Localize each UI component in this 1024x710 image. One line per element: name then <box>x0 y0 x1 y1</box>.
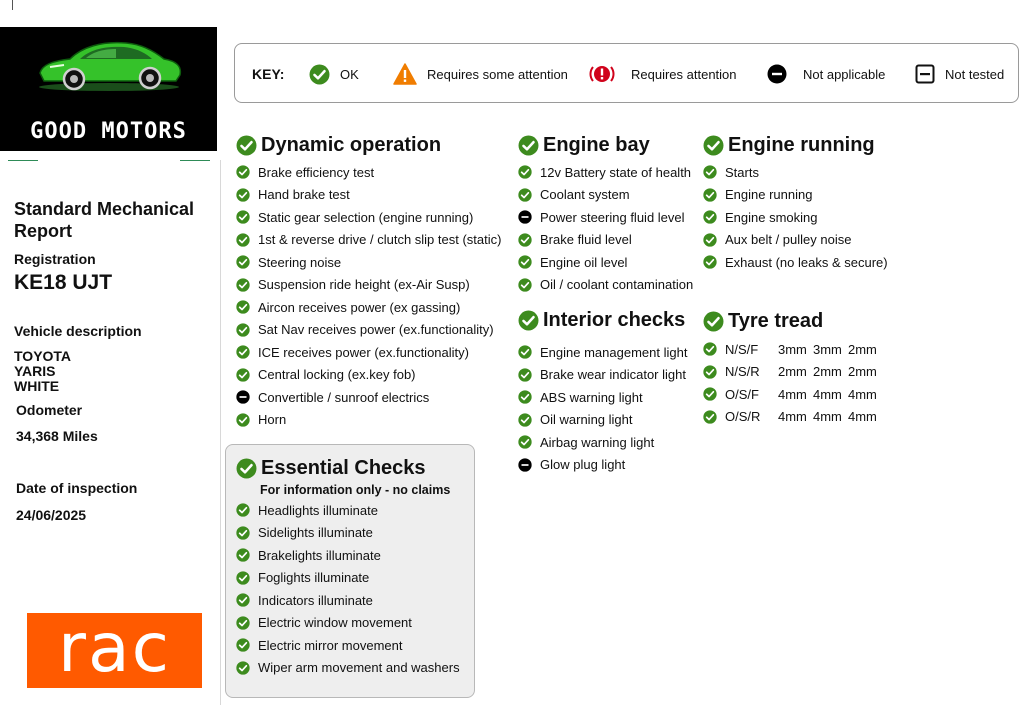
tyre-depth: 2mm <box>813 364 842 380</box>
not-applicable-icon <box>518 210 532 224</box>
check-item <box>236 657 460 680</box>
vehicle-colour: WHITE <box>14 378 60 394</box>
check-item <box>236 296 501 319</box>
key-item-warning <box>393 44 568 104</box>
section-title: Engine running <box>728 133 875 156</box>
check-item-label: Engine oil level <box>540 254 628 270</box>
tyre-depth: 2mm <box>848 341 877 357</box>
section-dynamic-operation <box>236 132 501 431</box>
check-item <box>236 161 501 184</box>
check-item-label: Exhaust (no leaks & secure) <box>725 254 888 270</box>
column-divider <box>220 160 221 705</box>
tyre-row <box>703 383 883 406</box>
check-item-label: 12v Battery state of health <box>540 164 692 180</box>
ok-check-icon <box>236 323 250 337</box>
tyre-row <box>703 361 883 384</box>
check-item-label: Suspension ride height (ex-Air Susp) <box>258 277 470 293</box>
check-item <box>236 589 460 612</box>
check-item-label: Oil / coolant contamination <box>540 277 694 293</box>
key-label-warning: Requires some attention <box>427 66 568 82</box>
check-item-label: Brake efficiency test <box>258 164 375 180</box>
inspection-date-label: Date of inspection <box>16 480 138 496</box>
ok-check-icon <box>518 368 532 382</box>
ok-check-icon <box>518 188 532 202</box>
check-item <box>518 206 693 229</box>
check-item-label: Headlights illuminate <box>258 502 378 518</box>
check-item <box>236 206 501 229</box>
tyre-depth: 2mm <box>778 364 807 380</box>
check-item <box>236 634 460 657</box>
ok-check-icon <box>236 548 250 562</box>
ok-check-icon <box>703 410 717 424</box>
ok-check-icon <box>518 255 532 269</box>
check-item <box>518 386 687 409</box>
key-label-na: Not applicable <box>803 66 886 82</box>
check-item <box>236 386 501 409</box>
warning-triangle-icon <box>393 62 417 86</box>
section-interior-checks <box>518 307 687 476</box>
good-motors-logo <box>0 27 217 164</box>
ok-check-icon <box>518 278 532 292</box>
check-item-label: Static gear selection (engine running) <box>258 209 474 225</box>
check-item-label: Indicators illuminate <box>258 592 373 608</box>
ok-check-icon <box>703 210 717 224</box>
ok-check-icon <box>518 413 532 427</box>
tyre-depth: 3mm <box>778 341 807 357</box>
check-item-label: Sidelights illuminate <box>258 525 373 541</box>
tyre-depth: 4mm <box>848 386 877 402</box>
key-item-not-tested <box>915 44 1004 104</box>
rac-logo <box>27 609 202 688</box>
ok-check-icon <box>518 345 532 359</box>
ok-check-icon <box>518 135 539 156</box>
check-item-label: Wiper arm movement and washers <box>258 660 460 676</box>
tyre-tread-list <box>703 338 883 428</box>
check-item-label: Airbag warning light <box>540 434 655 450</box>
check-item-label: 1st & reverse drive / clutch slip test (static) <box>258 232 502 248</box>
check-item <box>518 341 687 364</box>
key-label-danger: Requires attention <box>631 66 737 82</box>
section-engine-bay <box>518 132 693 296</box>
ok-check-icon <box>703 233 717 247</box>
section-engine-running <box>703 132 888 274</box>
not-applicable-icon <box>236 390 250 404</box>
check-item-label: ICE receives power (ex.functionality) <box>258 344 469 360</box>
check-item-label: Electric mirror movement <box>258 637 403 653</box>
key-item-na <box>767 44 885 104</box>
ok-check-icon <box>703 188 717 202</box>
check-item-label: Steering noise <box>258 254 342 270</box>
check-item-label: Brake fluid level <box>540 232 632 248</box>
not-tested-icon <box>915 64 935 84</box>
ok-check-icon <box>518 435 532 449</box>
check-item <box>236 319 501 342</box>
check-item <box>518 274 693 297</box>
section-header <box>703 132 888 158</box>
check-item-label: Engine management light <box>540 344 688 360</box>
check-item <box>236 499 460 522</box>
check-item-label: Engine smoking <box>725 209 818 225</box>
essential-note: For information only - no claims <box>260 483 451 497</box>
section-title: Interior checks <box>543 308 686 331</box>
key-label-ok: OK <box>340 66 359 82</box>
vehicle-make: TOYOTA <box>14 348 72 364</box>
tyre-row <box>703 338 883 361</box>
check-item <box>703 161 888 184</box>
section-header <box>703 308 883 334</box>
key-item-danger <box>589 44 737 104</box>
ok-check-icon <box>236 278 250 292</box>
check-item <box>518 431 687 454</box>
check-item-label: Engine running <box>725 187 813 203</box>
not-applicable-icon <box>767 64 787 84</box>
key-item-ok <box>309 44 359 104</box>
ok-check-icon <box>236 638 250 652</box>
check-item-label: Hand brake test <box>258 187 350 203</box>
report-title: Standard Mechanical Report <box>14 199 195 241</box>
ok-check-icon <box>236 571 250 585</box>
check-item-label: Convertible / sunroof electrics <box>258 389 430 405</box>
ok-check-icon <box>703 165 717 179</box>
registration-value: KE18 UJT <box>14 271 113 294</box>
check-item <box>518 251 693 274</box>
ok-check-icon <box>236 300 250 314</box>
ok-check-icon <box>236 616 250 630</box>
brand-url: WWW.GOOD-MOTORS.CO.UK <box>51 154 166 164</box>
key-title-text: KEY: <box>252 66 285 82</box>
ok-check-icon <box>518 233 532 247</box>
check-item-label: Electric window movement <box>258 615 412 631</box>
vehicle-description-label: Vehicle description <box>14 323 142 339</box>
ok-check-icon <box>703 365 717 379</box>
check-item <box>518 454 687 477</box>
tyre-depth: 4mm <box>813 386 842 402</box>
check-item <box>236 229 501 252</box>
check-item-label: Brakelights illuminate <box>258 547 381 563</box>
ok-check-icon <box>236 503 250 517</box>
check-list <box>703 161 888 274</box>
tyre-position: O/S/F <box>725 386 759 402</box>
check-item <box>236 522 460 545</box>
rac-logo-text: rac <box>57 609 171 688</box>
check-item <box>236 544 460 567</box>
tyre-row <box>703 406 883 429</box>
check-list <box>236 161 501 431</box>
check-item-label: Aux belt / pulley noise <box>725 232 852 248</box>
brand-name: GOOD MOTORS <box>30 119 187 144</box>
check-list <box>518 341 687 476</box>
ok-check-icon <box>236 165 250 179</box>
check-item <box>236 184 501 207</box>
check-item-label: Brake wear indicator light <box>540 367 686 383</box>
check-item-label: Glow plug light <box>540 457 626 473</box>
check-item <box>236 274 501 297</box>
check-item-label: Power steering fluid level <box>540 209 685 225</box>
section-header <box>236 455 460 481</box>
check-item-label: Oil warning light <box>540 412 633 428</box>
check-item <box>236 364 501 387</box>
check-item <box>518 229 693 252</box>
check-item <box>236 612 460 635</box>
car-icon <box>30 31 188 93</box>
ok-check-icon <box>703 255 717 269</box>
ok-check-icon <box>703 387 717 401</box>
tyre-depth: 4mm <box>813 409 842 425</box>
check-item <box>703 206 888 229</box>
tyre-depth: 3mm <box>813 341 842 357</box>
ok-check-icon <box>309 64 330 85</box>
check-item-label: Aircon receives power (ex gassing) <box>258 299 461 315</box>
alert-exclamation-icon <box>589 61 615 87</box>
check-item-label: Sat Nav receives power (ex.functionality) <box>258 322 494 338</box>
ok-check-icon <box>236 458 257 479</box>
ok-check-icon <box>518 310 539 331</box>
tyre-depth: 4mm <box>848 409 877 425</box>
ok-check-icon <box>236 526 250 540</box>
check-item-label: Coolant system <box>540 187 630 203</box>
tyre-depth: 2mm <box>848 364 877 380</box>
section-header <box>518 307 687 333</box>
check-item-label: Starts <box>725 164 759 180</box>
vehicle-summary-panel <box>0 0 220 710</box>
ok-check-icon <box>236 661 250 675</box>
section-header <box>236 132 501 158</box>
check-item <box>703 184 888 207</box>
registration-label: Registration <box>14 251 96 267</box>
tyre-position: N/S/F <box>725 341 759 357</box>
check-item <box>518 184 693 207</box>
odometer-value: 34,368 Miles <box>16 428 98 444</box>
ok-check-icon <box>236 368 250 382</box>
status-key <box>234 43 1019 103</box>
section-title: Engine bay <box>543 133 650 156</box>
ok-check-icon <box>236 255 250 269</box>
check-item <box>518 364 687 387</box>
check-list <box>236 499 460 679</box>
ok-check-icon <box>518 165 532 179</box>
tyre-position: O/S/R <box>725 409 761 425</box>
not-applicable-icon <box>518 458 532 472</box>
check-list <box>518 161 693 296</box>
key-label-not-tested: Not tested <box>945 66 1005 82</box>
check-item-label: Foglights illuminate <box>258 570 370 586</box>
inspection-date-value: 24/06/2025 <box>16 507 87 523</box>
ok-check-icon <box>236 233 250 247</box>
section-title: Tyre tread <box>728 309 824 332</box>
check-item <box>703 229 888 252</box>
ok-check-icon <box>703 135 724 156</box>
check-item <box>703 251 888 274</box>
ok-check-icon <box>518 390 532 404</box>
ok-check-icon <box>703 342 717 356</box>
check-item-label: Central locking (ex.key fob) <box>258 367 416 383</box>
tyre-depth: 4mm <box>778 409 807 425</box>
ok-check-icon <box>236 345 250 359</box>
check-item <box>518 409 687 432</box>
ok-check-icon <box>703 311 724 332</box>
section-essential-checks <box>236 455 460 679</box>
section-title: Dynamic operation <box>261 133 442 156</box>
check-item <box>236 341 501 364</box>
ok-check-icon <box>236 188 250 202</box>
vehicle-model: YARIS <box>14 363 56 379</box>
ok-check-icon <box>236 135 257 156</box>
check-item-label: ABS warning light <box>540 389 643 405</box>
check-item <box>518 161 693 184</box>
tyre-depth: 4mm <box>778 386 807 402</box>
check-item-label: Horn <box>258 412 287 428</box>
key-title <box>252 44 284 104</box>
ok-check-icon <box>236 413 250 427</box>
check-item <box>236 251 501 274</box>
odometer-label: Odometer <box>16 402 83 418</box>
section-tyre-tread <box>703 308 883 428</box>
check-item <box>236 567 460 590</box>
ok-check-icon <box>236 210 250 224</box>
section-title: Essential Checks <box>261 456 426 479</box>
section-header <box>518 132 693 158</box>
brand-underline-right <box>180 160 210 161</box>
check-item <box>236 409 501 432</box>
ok-check-icon <box>236 593 250 607</box>
tyre-position: N/S/R <box>725 364 760 380</box>
